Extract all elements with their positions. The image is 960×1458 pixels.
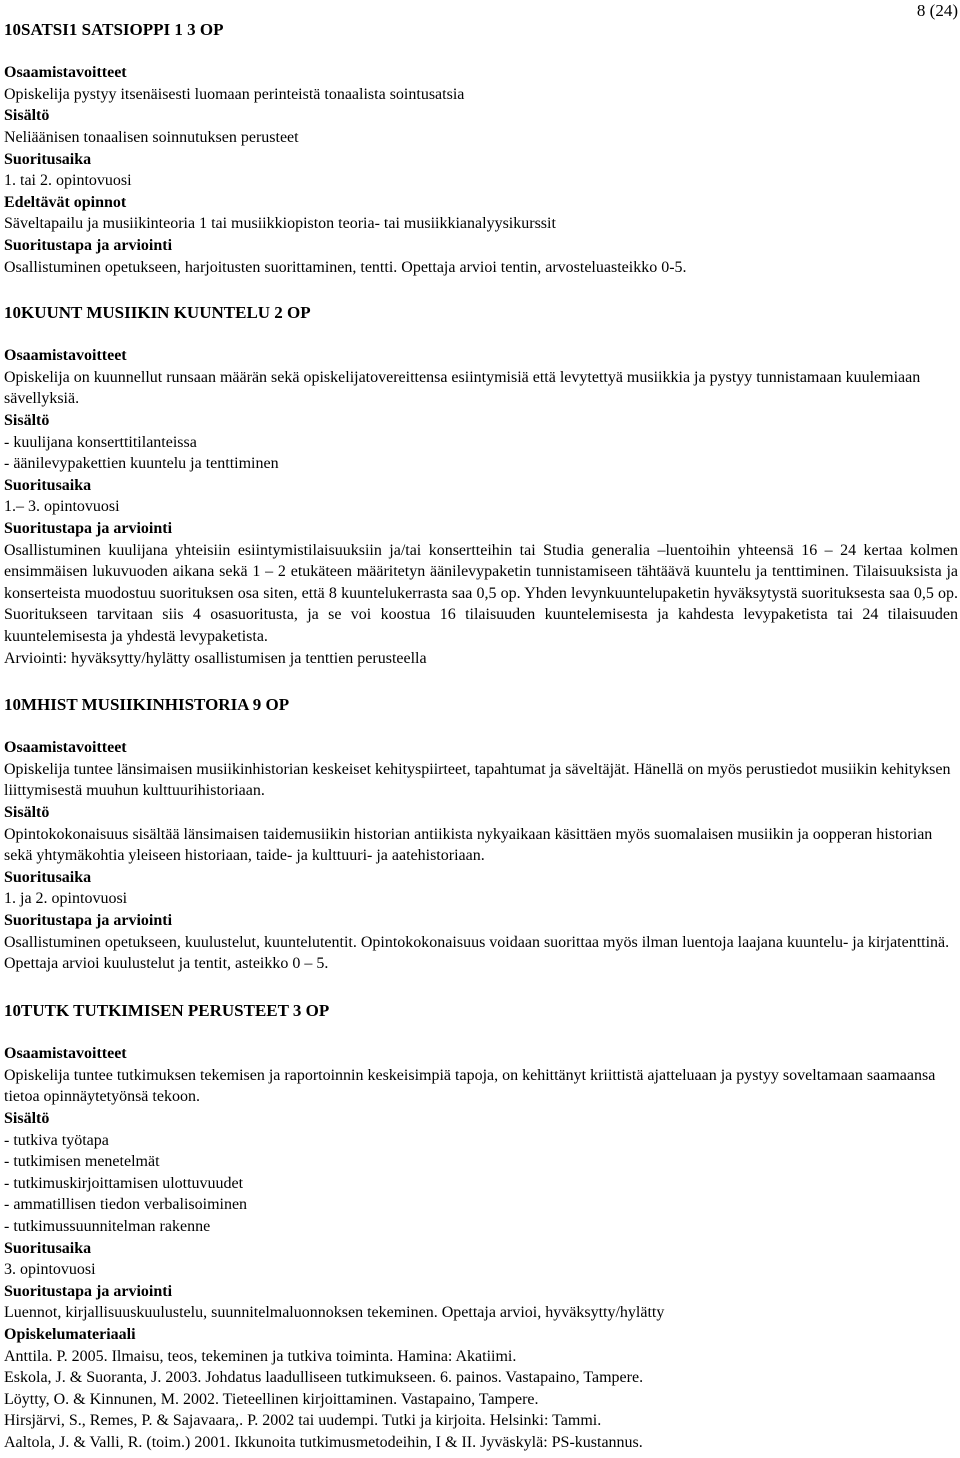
course-title: 10SATSI1 SATSIOPPI 1 3 OP	[4, 20, 224, 39]
course-title: 10KUUNT MUSIIKIN KUUNTELU 2 OP	[4, 303, 311, 322]
label-suoritusaika: Suoritusaika	[4, 476, 92, 494]
suoritusaika-text: 1.– 3. opintovuosi	[4, 498, 120, 516]
course-satsioppi	[4, 19, 958, 278]
label-opiskelumateriaali: Opiskelumateriaali	[4, 1325, 136, 1343]
label-osaamistavoitteet: Osaamistavoitteet	[4, 64, 127, 82]
sisalto-item: - äänilevypakettien kuuntelu ja tenttiminen	[4, 455, 279, 473]
label-edeltavat-opinnot: Edeltävät opinnot	[4, 193, 127, 211]
label-sisalto: Sisältö	[4, 107, 50, 125]
label-sisalto: Sisältö	[4, 803, 50, 821]
sisalto-text: Opintokokonaisuus sisältää länsimaisen taidemusiikin historian antiikista nykyaikaan käsittäen myös suomalaisen musiikin ja oopperan historian sekä yhtymäkohtia yleiseen historiaan, taide- ja kulttuuri- ja aatehistoriaan.	[4, 825, 933, 865]
sisalto-text: Neliäänisen tonaalisen soinnutuksen perusteet	[4, 128, 299, 146]
label-sisalto: Sisältö	[4, 411, 50, 429]
label-suoritustapa: Suoritustapa ja arviointi	[4, 236, 173, 254]
sisalto-item: - tutkimussuunnitelman rakenne	[4, 1217, 211, 1235]
osaamistavoitteet-text: Opiskelija on kuunnellut runsaan määrän sekä opiskelijatovereittensa esiintymisiä että levytettyä musiikkia ja pystyy tunnistamaan kuulemiaan sävellyksiä.	[4, 368, 921, 408]
suoritusaika-text: 1. tai 2. opintovuosi	[4, 172, 132, 190]
label-sisalto: Sisältö	[4, 1109, 50, 1127]
suoritustapa-text: Osallistuminen opetukseen, kuulustelut, kuuntelutentit. Opintokokonaisuus voidaan suorittaa myös ilman luentoja laajana kuuntelu- ja kirjatenttinä. Opettaja arvioi kuulustelut ja tentit, asteikko 0 – 5.	[4, 933, 950, 973]
label-suoritustapa: Suoritustapa ja arviointi	[4, 1282, 173, 1300]
sisalto-item: - tutkiva työtapa	[4, 1131, 109, 1149]
label-suoritustapa: Suoritustapa ja arviointi	[4, 519, 173, 537]
course-tutkimisen-perusteet	[4, 1000, 958, 1453]
osaamistavoitteet-text: Opiskelija pystyy itsenäisesti luomaan perinteistä tonaalista sointusatsia	[4, 85, 465, 103]
sisalto-item: - tutkimisen menetelmät	[4, 1153, 160, 1171]
label-osaamistavoitteet: Osaamistavoitteet	[4, 347, 127, 365]
suoritustapa-text: Osallistuminen opetukseen, harjoitusten suorittaminen, tentti. Opettaja arvioi tentin, arvosteluasteikko 0-5.	[4, 258, 687, 276]
reference-item: Hirsjärvi, S., Remes, P. & Sajavaara,. P. 2002 tai uudempi. Tutki ja kirjoita. Helsinki: Tammi.	[4, 1412, 602, 1430]
edeltavat-opinnot-text: Säveltapailu ja musiikinteoria 1 tai musiikkiopiston teoria- tai musiikkianalyysikurssit	[4, 215, 556, 233]
reference-item: Aaltola, J. & Valli, R. (toim.) 2001. Ikkunoita tutkimusmetodeihin, I & II. Jyväskylä: PS-kustannus.	[4, 1433, 643, 1451]
document-page	[4, 0, 958, 1458]
label-suoritusaika: Suoritusaika	[4, 150, 92, 168]
label-suoritusaika: Suoritusaika	[4, 1239, 92, 1257]
osaamistavoitteet-text: Opiskelija tuntee tutkimuksen tekemisen ja raportoinnin keskeisimpiä tapoja, on kehittänyt kriittistä ajatteluaan ja pystyy soveltamaan saamaansa tietoa opinnäytetyönsä tekoon.	[4, 1066, 936, 1106]
course-musiikin-kuuntelu	[4, 302, 958, 669]
suoritusaika-text: 3. opintovuosi	[4, 1261, 96, 1279]
course-musiikinhistoria	[4, 694, 958, 975]
course-title: 10TUTK TUTKIMISEN PERUSTEET 3 OP	[4, 1001, 330, 1020]
suoritustapa-text: Luennot, kirjallisuuskuulustelu, suunnitelmaluonnoksen tekeminen. Opettaja arvioi, hyväksytty/hylätty	[4, 1304, 665, 1322]
reference-item: Löytty, O. & Kinnunen, M. 2002. Tieteellinen kirjoittaminen. Vastapaino, Tampere.	[4, 1390, 539, 1408]
label-osaamistavoitteet: Osaamistavoitteet	[4, 739, 127, 757]
label-suoritustapa: Suoritustapa ja arviointi	[4, 911, 173, 929]
sisalto-item: - ammatillisen tiedon verbalisoiminen	[4, 1196, 248, 1214]
arviointi-text: Arviointi: hyväksytty/hylätty osallistumisen ja tenttien perusteella	[4, 649, 427, 667]
reference-item: Anttila. P. 2005. Ilmaisu, teos, tekeminen ja tutkiva toiminta. Hamina: Akatiimi.	[4, 1347, 517, 1365]
label-osaamistavoitteet: Osaamistavoitteet	[4, 1045, 127, 1063]
suoritusaika-text: 1. ja 2. opintovuosi	[4, 890, 128, 908]
sisalto-item: - tutkimuskirjoittamisen ulottuvuudet	[4, 1174, 244, 1192]
osaamistavoitteet-text: Opiskelija tuntee länsimaisen musiikinhistorian keskeiset kehityspiirteet, tapahtumat ja säveltäjät. Hänellä on myös perustiedot musiikin kehityksen liittymisestä muuhun kulttuurihistoriaan.	[4, 760, 951, 800]
reference-item: Eskola, J. & Suoranta, J. 2003. Johdatus laadulliseen tutkimukseen. 6. painos. Vastapaino, Tampere.	[4, 1369, 644, 1387]
suoritustapa-text: Osallistuminen kuulijana yhteisiin esiintymistilaisuuksiin ja/tai konsertteihin tai Studia generalia –luentoihin yhteensä 16 – 24 kertaa kolmen ensimmäisen lukuvuoden aikana sekä 1 – 2 etukäteen määritetyn äänilevypaketin tunnistamiseen tähtäävä kuuntelu ja tenttiminen. Tilaisuuksista ja konserteista muodostuu suorituksen osa siten, että 8 kuuntelukerrasta saa 0,5 op. Yhden levynkuuntelupaketin hyväksytystä suorituksesta saa 0,5 op. Suoritukseen tarvitaan siis 4 osasuoritusta, ja se voi koostua 16 tilaisuuden kuuntelemisesta ja kahdesta levypaketista tai 24 tilaisuuden kuuntelemisesta ja yhdestä levypaketista.	[4, 541, 958, 645]
course-title: 10MHIST MUSIIKINHISTORIA 9 OP	[4, 695, 290, 714]
page-number: 8 (24)	[916, 1, 958, 20]
sisalto-item: - kuulijana konserttitilanteissa	[4, 433, 197, 451]
label-suoritusaika: Suoritusaika	[4, 868, 92, 886]
